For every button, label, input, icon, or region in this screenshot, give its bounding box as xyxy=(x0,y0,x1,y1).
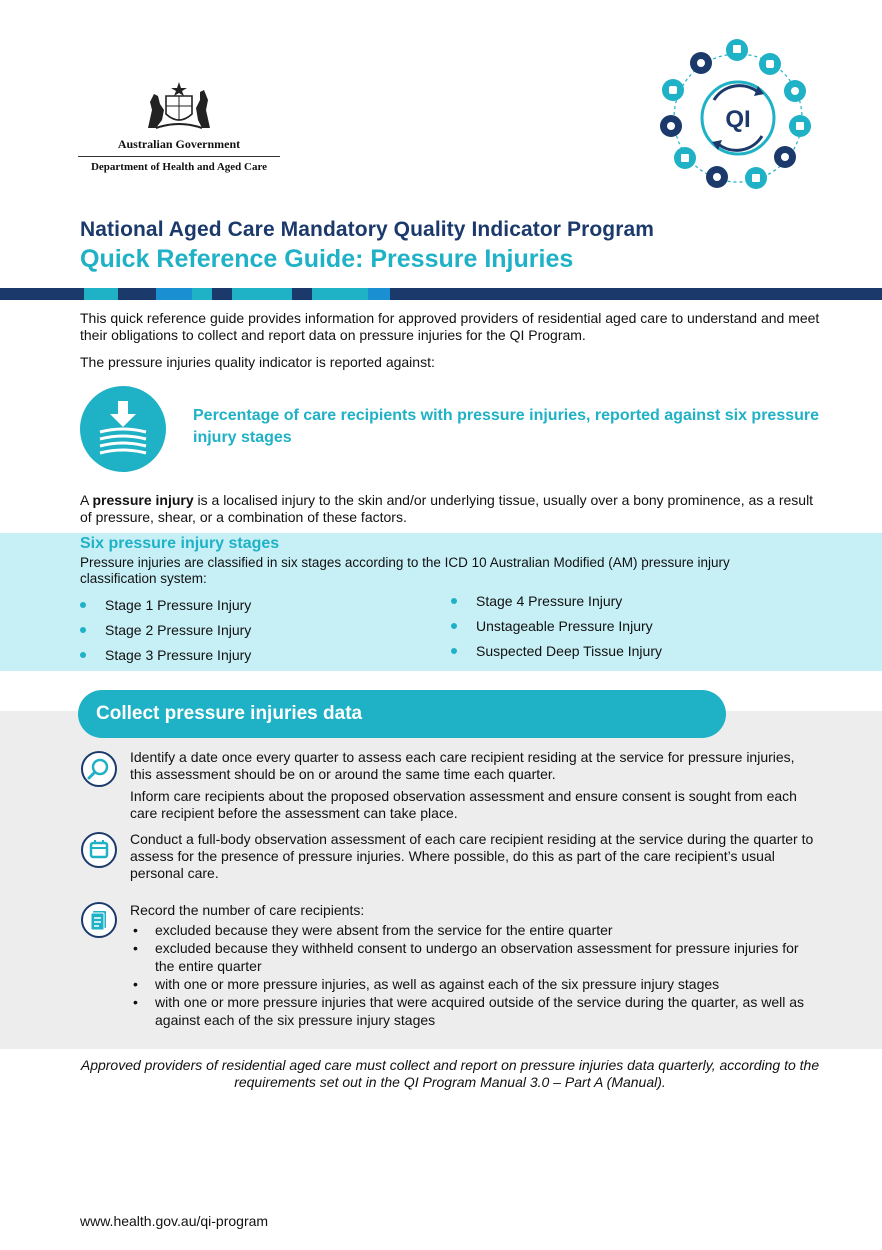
website-link[interactable]: www.health.gov.au/qi-program xyxy=(80,1213,269,1229)
collect-heading: Collect pressure injuries data xyxy=(78,690,726,738)
stage-label: Suspected Deep Tissue Injury xyxy=(476,643,662,659)
record-criterion: • with one or more pressure injuries, as well as against each of the six pressure injury stages xyxy=(130,975,820,993)
bullet-dot xyxy=(451,648,457,654)
guide-title: Quick Reference Guide: Pressure Injuries xyxy=(80,245,574,273)
program-title: National Aged Care Mandatory Quality Indicator Program xyxy=(80,218,655,241)
intro-paragraph: This quick reference guide provides information for approved providers of residential aged care to understand and meet their obligations to collect and report data on pressure injuries for the QI Program. xyxy=(80,310,820,343)
stage-item xyxy=(451,592,662,617)
step-identify-date: Identify a date once every quarter to assess each care recipient residing at the service for pressure injuries, this assessment should be on or around the same time each quarter. xyxy=(130,749,795,782)
document-icon xyxy=(80,901,118,939)
pressure-down-arrow-icon xyxy=(80,386,166,472)
step-inform-consent: Inform care recipients about the proposed observation assessment and ensure consent is sought from each care recipient before the assessment can take place. xyxy=(130,788,797,821)
reporting-requirement-note: Approved providers of residential aged care must collect and report on pressure injuries data quarterly, according to the requirements set out in the QI Program Manual 3.0 – Part A (Manual). xyxy=(80,1057,820,1090)
definition-prefix: A xyxy=(80,492,93,508)
logo-divider xyxy=(78,156,280,157)
stage-item xyxy=(80,596,251,621)
indicator-lead-in: The pressure injuries quality indicator is reported against: xyxy=(80,354,435,370)
stage-item xyxy=(451,642,662,667)
government-name: Australian Government xyxy=(117,137,241,151)
indicator-statement: Percentage of care recipients with pressure injuries, reported against six pressure injury stages xyxy=(193,407,820,446)
government-logo xyxy=(78,80,280,180)
stages-list-left xyxy=(80,596,251,671)
bullet-dot xyxy=(80,602,86,608)
definition-term: pressure injury xyxy=(92,492,194,508)
record-criterion: • excluded because they withheld consent to undergo an observation assessment for pressure injuries for the entire quarter xyxy=(130,939,820,975)
stages-heading: Six pressure injury stages xyxy=(80,535,280,552)
stage-item xyxy=(80,646,251,671)
magnifier-icon xyxy=(80,750,118,788)
stage-label: Stage 1 Pressure Injury xyxy=(105,597,252,613)
record-criteria-list xyxy=(130,921,820,1029)
stages-description: Pressure injuries are classified in six stages according to the ICD 10 Australian Modified (AM) pressure injury classification system: xyxy=(80,555,730,586)
step-record-number: Record the number of care recipients: xyxy=(130,902,365,918)
department-name: Department of Health and Aged Care xyxy=(90,161,268,173)
record-criterion: • excluded because they were absent from the service for the entire quarter xyxy=(130,921,820,939)
coat-of-arms-icon xyxy=(142,80,216,132)
definition-text: is a localised injury to the skin and/or underlying tissue, usually over a bony prominence, as a result of pressure, shear, or a combination of these factors. xyxy=(80,492,814,525)
step-full-body-assessment: Conduct a full-body observation assessment of each care recipient residing at the service during the quarter to assess for the presence of pressure injuries. Where possible, do this as part of the care recipient’s usual personal care. xyxy=(130,831,814,881)
pressure-injury-definition xyxy=(80,492,820,526)
bullet-dot xyxy=(451,623,457,629)
qi-program-logo xyxy=(654,36,822,196)
stage-item xyxy=(80,621,251,646)
qi-badge-text: QI xyxy=(725,106,751,133)
bullet-dot xyxy=(80,627,86,633)
stage-label: Stage 4 Pressure Injury xyxy=(476,593,623,609)
decorative-stripe xyxy=(0,288,882,300)
bullet-dot xyxy=(451,598,457,604)
stage-label: Unstageable Pressure Injury xyxy=(476,618,653,634)
stages-list-right xyxy=(451,592,662,667)
record-criterion: • with one or more pressure injuries that were acquired outside of the service during the quarter, as well as against each of the six pressure injury stages xyxy=(130,993,820,1029)
bullet-dot xyxy=(80,652,86,658)
calendar-icon xyxy=(80,831,118,869)
stage-item xyxy=(451,617,662,642)
stage-label: Stage 3 Pressure Injury xyxy=(105,647,252,663)
stage-label: Stage 2 Pressure Injury xyxy=(105,622,252,638)
